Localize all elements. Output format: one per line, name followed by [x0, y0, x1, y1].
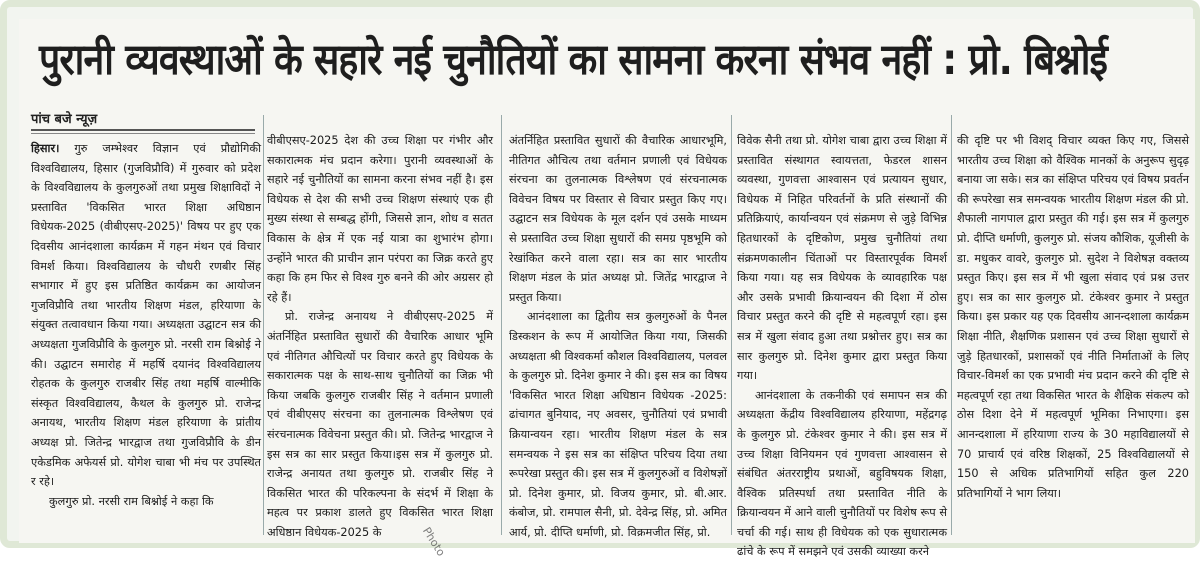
byline-rule — [31, 129, 255, 131]
paragraph-text: गुरु जम्भेश्वर विज्ञान एवं प्रौद्योगिकी विश्वविद्यालय, हिसार (गुजविप्रौवि) में गुरुवार को प्रदेश के विश्वविद्यालय के कुलगुरुओं तथा प्रमुख शिक्षाविदों ने प्रस्तावित 'विकसित भारत शिक्षा अधिष्ठान विधेयक-2025 (वीबीएसए-2025)' विषय पर हुए एक दिवसीय आनंदशाला कार्यक्रम में गहन मंथन एवं विचार विमर्श किया। विश्वविद्यालय के चौधरी रणबीर सिंह सभागार में हुए इस प्रतिष्ठित कार्यक्रम का आयोजन गुजविप्रौवि तथा भारतीय शिक्षण मंडल, हरियाणा के संयुक्त तत्वावधान किया गया। अध्यक्षता उद्घाटन सत्र की अध्यक्षता गुजविप्रौवि के कुलगुरु प्रो. नरसी राम बिश्नोई ने की। उद्घाटन समारोह में महर्षि दयानंद विश्वविद्यालय रोहतक के कुलगुरु राजबीर सिंह तथा महर्षि वाल्मीकि संस्कृत विश्वविद्यालय, कैथल के कुलगुरु प्रो. राजेन्द्र अनायथ, भारतीय शिक्षण मंडल हरियाणा के प्रांतीय अध्यक्ष प्रो. जितेन्द्र भारद्वाज तथा गुजविप्रौवि के डीन एकेडमिक अफेयर्स प्रो. योगेश चाबा भी मंच पर उपस्थित र रहे। — [31, 142, 261, 489]
column-divider — [951, 115, 952, 535]
byline-rule-thin — [31, 133, 255, 134]
article-paragraph: विवेक सैनी तथा प्रो. योगेश चाबा द्वारा उच्च शिक्षा में प्रस्तावित संस्थागत स्वायत्तता, फेडरल शासन व्यवस्था, गुणवत्ता आश्वासन एवं प्रत्यायन सुधार, विधेयक में निहित परिवर्तनों के प्रति संस्थानों की प्रतिक्रियाएं, कार्यान्वयन एवं संक्रमण से जुड़े विभिन्न हितधारकों के दृष्टिकोण, प्रमुख चुनौतियां तथा संक्रमणकालीन चिंताओं पर विस्तारपूर्वक विमर्श किया गया। यह सत्र विधेयक के व्यावहारिक पक्ष और उसके प्रभावी क्रियान्वयन की दिशा में ठोस विचार प्रस्तुत करने की दृष्टि से महत्वपूर्ण रहा। इस सत्र में खुला संवाद हुआ तथा प्रश्नोत्तर हुए। सत्र का सार कुलगुरु प्रो. दिनेश कुमार द्वारा प्रस्तुत किया गया। — [737, 134, 947, 383]
article-column-2 — [267, 131, 493, 539]
article-paragraph: आनंदशाला के तकनीकी एवं समापन सत्र की अध्यक्षता केंद्रीय विश्वविद्यालय हरियाणा, महेंद्रगढ़ के कुलगुरु प्रो. टंकेश्वर कुमार ने की। इस सत्र में उच्च शिक्षा विनियमन एवं गुणवत्ता आश्वासन से संबंधित अंतरराष्ट्रीय प्रथाओं, बहुविषयक शिक्षा, वैश्विक प्रतिस्पर्धा तथा प्रस्तावित नीति के क्रियान्वयन में आने वाली चुनौतियों पर विशेष रूप से चर्चा की गई। साथ ही विधेयक को एक सुधारात्मक ढांचे के रूप में समझने एवं उसकी व्याख्या करने — [737, 388, 947, 559]
byline: पांच बजे न्यूज़ — [31, 112, 98, 127]
article-paragraph: अंतर्निहित प्रस्तावित सुधारों की वैचारिक आधारभूमि, नीतिगत औचित्य तथा वर्तमान प्रणाली एवं विधेयक संरचना का तुलनात्मक विश्लेषण एवं संरचनात्मक विवेचन विषय पर विस्तार से विचार प्रस्तुत किए गए। उद्घाटन सत्र विधेयक के मूल दर्शन एवं उसके माध्यम से प्रस्तावित उच्च शिक्षा सुधारों की समग्र पृष्ठभूमि को रेखांकित करने वाला रहा। सत्र का सार भारतीय शिक्षण मंडल के प्रांत अध्यक्ष प्रो. जितेंद्र भारद्वाज ने प्रस्तुत किया। — [509, 134, 727, 304]
article-paragraph: आनंदशाला का द्वितीय सत्र कुलगुरुओं के पैनल डिस्कशन के रूप में आयोजित किया गया, जिसकी अध्यक्षता श्री विश्वकर्मा कौशल विश्वविद्यालय, पलवल के कुलगुरु प्रो. दिनेश कुमार ने की। इस सत्र का विषय 'विकसित भारत शिक्षा अधिष्ठान विधेयक -2025: ढांचागत बुनियाद, नए अवसर, चुनौतियां एवं प्रभावी क्रियान्वयन रहा। भारतीय शिक्षण मंडल के सत्र समन्वयक ने इस सत्र का संक्षिप्त परिचय दिया तथा रूपरेखा प्रस्तुत की। इस सत्र में कुलगुरुओं व विशेषज्ञों प्रो. दिनेश कुमार, प्रो. विजय कुमार, प्रो. बी.आर. कंबोज, प्रो. रामपाल सैनी, प्रो. देवेन्द्र सिंह, प्रो. अमित आर्य, प्रो. दीप्ति धर्माणी, प्रो. विक्रमजीत सिंह, प्रो. — [509, 310, 727, 539]
article-paragraph: की दृष्टि पर भी विशद् विचार व्यक्त किए गए, जिससे भारतीय उच्च शिक्षा को वैश्विक मानकों के अनुरूप सुदृढ़ बनाया जा सके। सत्र का संक्षिप्त परिचय एवं विषय प्रवर्तन की रूपरेखा सत्र समन्वयक भारतीय शिक्षण मंडल की प्रो. शैफाली नागपाल द्वारा प्रस्तुत की गई। इस सत्र में कुलगुरु प्रो. दीप्ति धर्माणी, कुलगुरु प्रो. संजय कौशिक, यूजीसी के डा. मधुकर वावरे, कुलगुरु प्रो. सुदेश ने विशेषज्ञ वक्तव्य प्रस्तुत किए। इस सत्र में भी खुला संवाद एवं प्रश्न उत्तर हुए। सत्र का सार कुलगुरु प्रो. टंकेश्वर कुमार ने प्रस्तुत किया। इस प्रकार यह एक दिवसीय आनन्दशाला कार्यक्रम शिक्षा नीति, शैक्षणिक प्रशासन एवं उच्च शिक्षा सुधारों से जुड़े हितधारकों, प्रशासकों एवं नीति निर्माताओं के लिए विचार-विमर्श का एक प्रभावी मंच प्रदान करने की दृष्टि से महत्वपूर्ण रहा तथा विकसित भारत के शैक्षिक संकल्प को ठोस दिशा देने में महत्वपूर्ण भूमिका निभाएगा। इस आनन्दशाला में हरियाणा राज्य के 30 महाविद्यालयों से 70 प्राचार्य एवं वरिष्ठ शिक्षकों, 25 विश्वविद्यालयों से 150 से अधिक प्रतिभागियों सहित कुल 220 प्रतिभागियों ने भाग लिया। — [957, 134, 1189, 500]
article-column-5 — [957, 131, 1189, 539]
column-divider — [501, 115, 502, 535]
column-divider — [731, 115, 732, 535]
article-paragraph: कुलगुरु प्रो. नरसी राम बिश्नोई ने कहा कि — [49, 494, 214, 508]
newspaper-clipping — [19, 19, 1195, 559]
column-divider — [263, 115, 264, 535]
article-paragraph: वीबीएसए-2025 देश की उच्च शिक्षा पर गंभीर और सकारात्मक मंच प्रदान करेगा। पुरानी व्यवस्थाओं के सहारे नई चुनौतियों का सामना करना संभव नहीं है। इस विधेयक से देश की सभी उच्च शिक्षण संस्थाएं एक ही मुख्य संस्था से सम्बद्ध होंगी, जिससे ज्ञान, शोध व सतत विकास के क्षेत्र में एक नई यात्रा का शुभारंभ होगा। उन्होंने भारत की प्राचीन ज्ञान परंपरा का जिक्र करते हुए कहा कि हम फिर से विश्व गुरु बनने की ओर अग्रसर हो रहे हैं। — [267, 134, 493, 304]
article-column-3 — [509, 131, 727, 539]
article-column-4 — [737, 131, 947, 559]
article-paragraph: प्रो. राजेन्द्र अनायथ ने वीबीएसए-2025 में अंतर्निहित प्रस्तावित सुधारों की वैचारिक आधार भूमि एवं नीतिगत औचित्यों पर विचार करते हुए विधेयक के सकारात्मक पक्ष के साथ-साथ चुनौतियों का जिक्र भी किया जबकि कुलगुरु राजबीर सिंह ने वर्तमान प्रणाली एवं वीबीएसए संरचना का तुलनात्मक विश्लेषण एवं संरचनात्मक विवेचना प्रस्तुत की। प्रो. जितेन्द्र भारद्वाज ने इस सत्र का सार प्रस्तुत किया।इस सत्र में कुलगुरु प्रो. राजेन्द्र अनायत तथा कुलगुरु प्रो. राजबीर सिंह ने विकसित भारत की परिकल्पना के संदर्भ में शिक्षा के महत्व पर प्रकाश डालते हुए विकसित भारत शिक्षा अधिष्ठान विधेयक-2025 के — [267, 310, 493, 539]
article-paragraph — [31, 139, 261, 492]
article-column-1 — [31, 139, 261, 531]
headline: पुरानी व्यवस्थाओं के सहारे नई चुनौतियों का सामना करना संभव नहीं : प्रो. बिश्नोई — [39, 35, 1108, 85]
photo-watermark: Photo — [419, 525, 448, 559]
dateline: हिसार। — [31, 142, 60, 155]
